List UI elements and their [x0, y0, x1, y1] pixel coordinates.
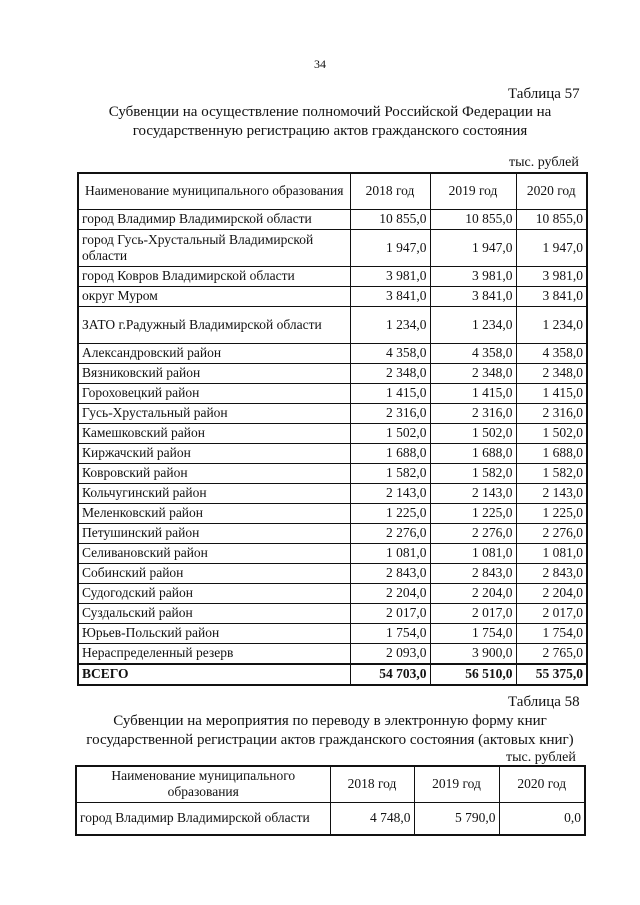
table-row	[78, 623, 587, 643]
table-58-label: Таблица 58	[508, 694, 580, 710]
table-row	[78, 643, 587, 664]
cell-2020: 2 204,0	[516, 583, 587, 603]
table-58-title	[60, 712, 600, 750]
table-57-title	[60, 103, 600, 141]
cell-2019: 1 415,0	[430, 383, 516, 403]
cell-2018: 2 843,0	[350, 563, 430, 583]
cell-2020: 10 855,0	[516, 209, 587, 229]
cell-2019: 2 143,0	[430, 483, 516, 503]
cell-2018: 2 276,0	[350, 523, 430, 543]
cell-2019: 1 754,0	[430, 623, 516, 643]
cell-2020: 2 276,0	[516, 523, 587, 543]
cell-2018: 1 754,0	[350, 623, 430, 643]
cell-2019: 1 947,0	[430, 229, 516, 266]
table-row	[78, 443, 587, 463]
cell-2019: 2 316,0	[430, 403, 516, 423]
table-57-label: Таблица 57	[508, 86, 580, 102]
table-row	[78, 403, 587, 423]
cell-municipality: Меленковский район	[78, 503, 350, 523]
cell-2020: 1 225,0	[516, 503, 587, 523]
cell-2020: 1 081,0	[516, 543, 587, 563]
cell-total-label: ВСЕГО	[78, 664, 350, 685]
cell-municipality: город Владимир Владимирской области	[76, 802, 330, 835]
cell-2019: 1 502,0	[430, 423, 516, 443]
table-57-header-row	[78, 173, 587, 209]
cell-2019: 2 276,0	[430, 523, 516, 543]
cell-2020: 1 502,0	[516, 423, 587, 443]
cell-2018: 2 204,0	[350, 583, 430, 603]
cell-municipality: Петушинский район	[78, 523, 350, 543]
cell-2019: 1 234,0	[430, 306, 516, 343]
cell-2020: 0,0	[499, 802, 585, 835]
cell-total-2019: 56 510,0	[430, 664, 516, 685]
column-header-2019: 2019 год	[414, 766, 499, 802]
cell-total-2018: 54 703,0	[350, 664, 430, 685]
cell-municipality: Собинский район	[78, 563, 350, 583]
table-57	[77, 172, 588, 686]
table-row	[78, 383, 587, 403]
cell-municipality: ЗАТО г.Радужный Владимирской области	[78, 306, 350, 343]
cell-2020: 1 947,0	[516, 229, 587, 266]
table-row	[78, 463, 587, 483]
cell-2019: 2 843,0	[430, 563, 516, 583]
cell-2020: 2 316,0	[516, 403, 587, 423]
table-58-units: тыс. рублей	[506, 750, 576, 765]
cell-2019: 1 081,0	[430, 543, 516, 563]
cell-municipality: Нераспределенный резерв	[78, 643, 350, 664]
table-row	[78, 523, 587, 543]
table-row	[78, 306, 587, 343]
cell-2019: 3 900,0	[430, 643, 516, 664]
table-row	[76, 802, 585, 835]
cell-municipality: Ковровский район	[78, 463, 350, 483]
cell-2020: 1 582,0	[516, 463, 587, 483]
cell-2019: 1 688,0	[430, 443, 516, 463]
cell-2019: 4 358,0	[430, 343, 516, 363]
table-total-row	[78, 664, 587, 685]
table-57-title-line1: Субвенции на осуществление полномочий Российской Федерации на	[108, 104, 552, 120]
cell-municipality: Гусь-Хрустальный район	[78, 403, 350, 423]
table-58-header-row	[76, 766, 585, 802]
cell-2018: 1 947,0	[350, 229, 430, 266]
cell-2019: 3 841,0	[430, 286, 516, 306]
table-row	[78, 229, 587, 266]
cell-2018: 1 415,0	[350, 383, 430, 403]
cell-2019: 2 204,0	[430, 583, 516, 603]
cell-2019: 2 348,0	[430, 363, 516, 383]
table-row	[78, 543, 587, 563]
table-57-title-line2: государственную регистрацию актов гражданского состояния	[132, 123, 528, 139]
cell-municipality: Александровский район	[78, 343, 350, 363]
table-58-title-line1: Субвенции на мероприятия по переводу в электронную форму книг	[113, 713, 547, 729]
cell-2019: 1 582,0	[430, 463, 516, 483]
cell-municipality: Гороховецкий район	[78, 383, 350, 403]
cell-2020: 4 358,0	[516, 343, 587, 363]
cell-2019: 1 225,0	[430, 503, 516, 523]
cell-2020: 2 348,0	[516, 363, 587, 383]
cell-2018: 2 348,0	[350, 363, 430, 383]
cell-2018: 2 316,0	[350, 403, 430, 423]
cell-2020: 1 688,0	[516, 443, 587, 463]
cell-2018: 3 981,0	[350, 266, 430, 286]
cell-2018: 1 081,0	[350, 543, 430, 563]
cell-2018: 2 017,0	[350, 603, 430, 623]
cell-municipality: Юрьев-Польский район	[78, 623, 350, 643]
table-row	[78, 563, 587, 583]
table-row	[78, 603, 587, 623]
table-row	[78, 363, 587, 383]
cell-total-2020: 55 375,0	[516, 664, 587, 685]
cell-municipality: округ Муром	[78, 286, 350, 306]
cell-2018: 1 234,0	[350, 306, 430, 343]
table-58-title-line2: государственной регистрации актов гражданского состояния (актовых книг)	[86, 732, 574, 748]
cell-municipality: Кольчугинский район	[78, 483, 350, 503]
cell-2018: 2 093,0	[350, 643, 430, 664]
table-row	[78, 286, 587, 306]
cell-2020: 2 017,0	[516, 603, 587, 623]
cell-2018: 1 225,0	[350, 503, 430, 523]
cell-2019: 2 017,0	[430, 603, 516, 623]
table-58	[75, 765, 586, 836]
column-header-2019: 2019 год	[430, 173, 516, 209]
cell-2019: 10 855,0	[430, 209, 516, 229]
cell-municipality: Вязниковский район	[78, 363, 350, 383]
table-row	[78, 483, 587, 503]
cell-municipality: Селивановский район	[78, 543, 350, 563]
cell-municipality: Суздальский район	[78, 603, 350, 623]
cell-municipality: город Владимир Владимирской области	[78, 209, 350, 229]
cell-2020: 1 415,0	[516, 383, 587, 403]
cell-municipality: Киржачский район	[78, 443, 350, 463]
column-header-2018: 2018 год	[330, 766, 414, 802]
cell-2018: 2 143,0	[350, 483, 430, 503]
cell-2020: 2 765,0	[516, 643, 587, 664]
table-row	[78, 503, 587, 523]
cell-municipality: Камешковский район	[78, 423, 350, 443]
cell-2020: 1 754,0	[516, 623, 587, 643]
cell-2018: 1 688,0	[350, 443, 430, 463]
column-header-2018: 2018 год	[350, 173, 430, 209]
cell-2020: 3 841,0	[516, 286, 587, 306]
cell-2019: 3 981,0	[430, 266, 516, 286]
page-number: 34	[314, 57, 326, 71]
table-57-units: тыс. рублей	[509, 155, 579, 170]
cell-2018: 1 502,0	[350, 423, 430, 443]
cell-2020: 2 843,0	[516, 563, 587, 583]
column-header-2020: 2020 год	[499, 766, 585, 802]
cell-2019: 5 790,0	[414, 802, 499, 835]
cell-2018: 4 358,0	[350, 343, 430, 363]
cell-2018: 3 841,0	[350, 286, 430, 306]
table-row	[78, 266, 587, 286]
table-row	[78, 583, 587, 603]
table-row	[78, 343, 587, 363]
cell-municipality: город Гусь-Хрустальный Владимирской области	[78, 229, 350, 266]
cell-2020: 2 143,0	[516, 483, 587, 503]
cell-2020: 1 234,0	[516, 306, 587, 343]
cell-2018: 1 582,0	[350, 463, 430, 483]
column-header-2020: 2020 год	[516, 173, 587, 209]
cell-2020: 3 981,0	[516, 266, 587, 286]
table-row	[78, 209, 587, 229]
column-header-municipality: Наименование муниципального образования	[78, 173, 350, 209]
cell-municipality: город Ковров Владимирской области	[78, 266, 350, 286]
cell-2018: 10 855,0	[350, 209, 430, 229]
table-row	[78, 423, 587, 443]
cell-municipality: Судогодский район	[78, 583, 350, 603]
column-header-municipality: Наименование муниципального образования	[76, 766, 330, 802]
cell-2018: 4 748,0	[330, 802, 414, 835]
